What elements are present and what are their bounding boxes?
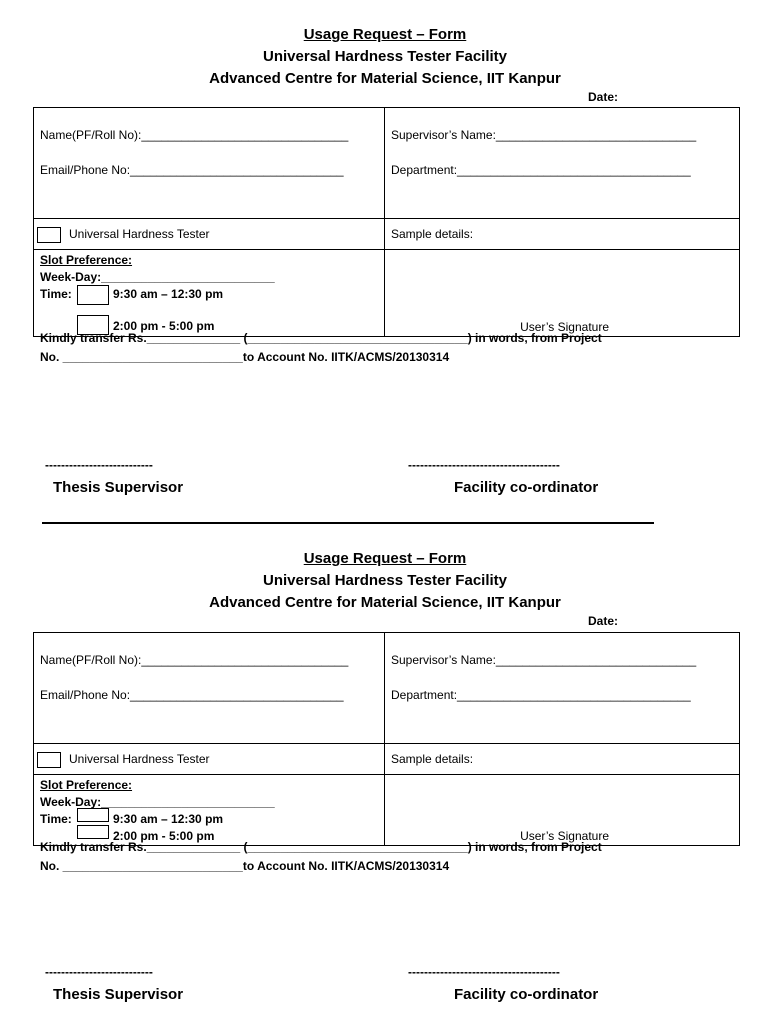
sample-details-field[interactable]: Sample details: [391,752,474,766]
weekday-field[interactable]: Week-Day:__________________________ [40,795,275,809]
afternoon-slot-label: 2:00 pm - 5:00 pm [113,829,215,843]
instrument-label: Universal Hardness Tester [69,752,210,766]
department-field[interactable]: Department:___________________________________ [391,688,691,702]
form-header [0,24,770,90]
transfer-line-1: Kindly transfer Rs.______________ (_________________________________) in words, from Project [40,331,602,345]
slot-preference-label: Slot Preference: [40,778,133,792]
instrument-checkbox[interactable] [37,227,61,243]
transfer-line-2: No. ___________________________to Account No. IITK/ACMS/20130314 [40,350,450,364]
thesis-supervisor-label: Thesis Supervisor [53,986,184,1003]
name-field[interactable]: Name(PF/Roll No):_______________________________ [40,128,349,142]
morning-slot-label: 9:30 am – 12:30 pm [113,287,224,301]
transfer-line-2: No. ___________________________to Account No. IITK/ACMS/20130314 [40,859,450,873]
form-title: Usage Request – Form [303,26,467,43]
cut-separator-line [42,522,654,524]
facility-coordinator-label: Facility co-ordinator [454,479,599,496]
instrument-label: Universal Hardness Tester [69,227,210,241]
time-label: Time: [40,812,72,826]
slot-preference [40,777,378,845]
supervisor-signature-line: --------------------------- [45,458,153,472]
time-label: Time: [40,287,72,301]
date-label: Date: [588,614,619,628]
date-label: Date: [588,90,619,104]
facility-title: Universal Hardness Tester Facility [263,48,507,65]
supervisor-signature-line: --------------------------- [45,965,153,979]
centre-title: Advanced Centre for Material Science, IIT Kanpur [209,594,561,611]
slot-preference-label: Slot Preference: [40,253,133,267]
facility-coordinator-label: Facility co-ordinator [454,986,599,1003]
form-title: Usage Request – Form [303,550,467,567]
name-field[interactable]: Name(PF/Roll No):_______________________________ [40,653,349,667]
user-signature-label: User’s Signature [520,320,609,334]
morning-slot-checkbox[interactable] [77,285,109,305]
morning-slot-checkbox[interactable] [77,808,109,822]
form-header [0,548,770,614]
department-field[interactable]: Department:___________________________________ [391,163,691,177]
transfer-instruction [40,838,602,876]
thesis-supervisor-label: Thesis Supervisor [53,479,184,496]
supervisor-field[interactable]: Supervisor’s Name:______________________________ [391,128,697,142]
email-field[interactable]: Email/Phone No:________________________________ [40,688,344,702]
request-table [33,632,740,846]
coordinator-signature-line: -------------------------------------- [408,965,560,979]
transfer-line-1: Kindly transfer Rs.______________ (_________________________________) in words, from Project [40,840,602,854]
afternoon-slot-label: 2:00 pm - 5:00 pm [113,319,215,333]
weekday-field[interactable]: Week-Day:__________________________ [40,270,275,284]
afternoon-slot-checkbox[interactable] [77,825,109,839]
morning-slot-label: 9:30 am – 12:30 pm [113,812,224,826]
transfer-instruction [40,329,602,367]
centre-title: Advanced Centre for Material Science, IIT Kanpur [209,70,561,87]
facility-title: Universal Hardness Tester Facility [263,572,507,589]
sample-details-field[interactable]: Sample details: [391,227,474,241]
slot-preference [40,252,378,335]
request-table [33,107,740,337]
user-signature-label: User’s Signature [520,829,609,843]
instrument-checkbox[interactable] [37,752,61,768]
coordinator-signature-line: -------------------------------------- [408,458,560,472]
email-field[interactable]: Email/Phone No:________________________________ [40,163,344,177]
supervisor-field[interactable]: Supervisor’s Name:______________________________ [391,653,697,667]
